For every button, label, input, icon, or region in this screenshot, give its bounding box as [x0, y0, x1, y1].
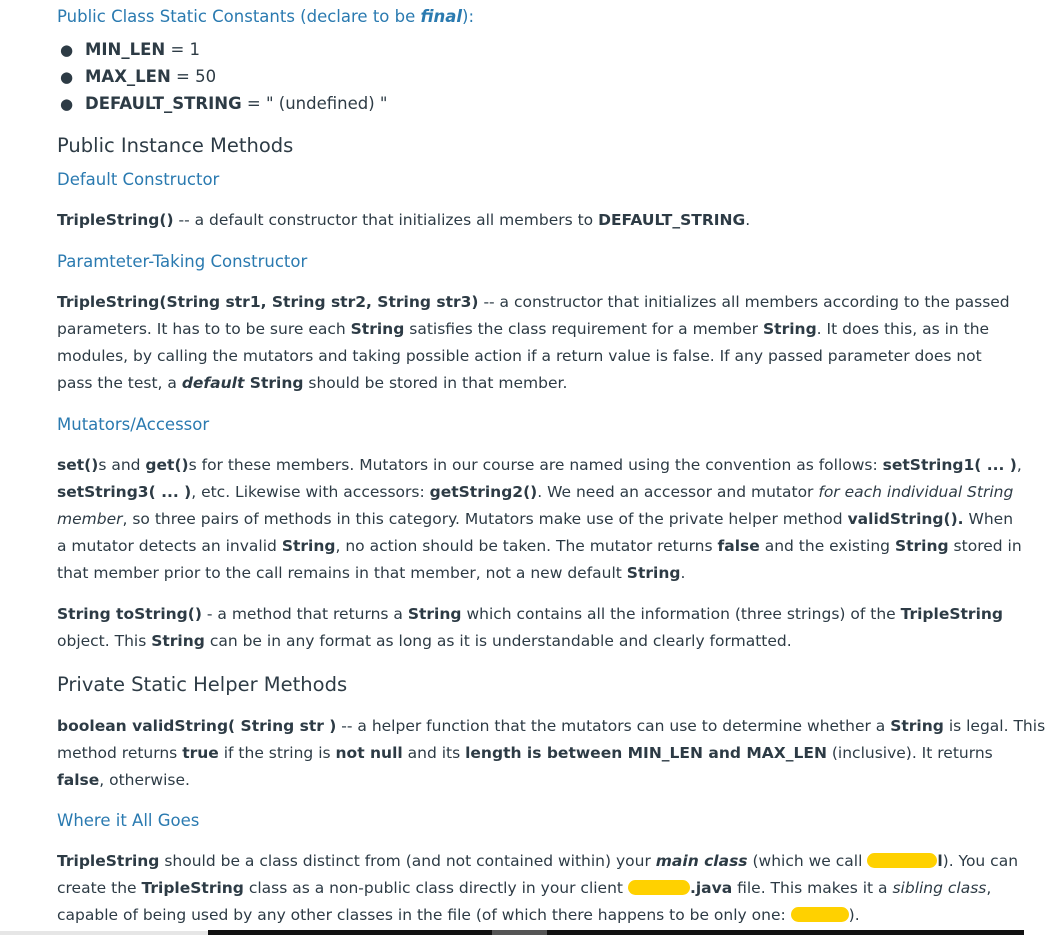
constant-name: DEFAULT_STRING: [85, 94, 242, 113]
tostring-text: which contains all the information (three strings) of the: [461, 605, 901, 623]
triplestring-keyword: TripleString: [141, 879, 244, 897]
mutators-italic-text: for each individual String: [818, 483, 1014, 501]
default-constructor-heading: Default Constructor: [57, 170, 220, 189]
string-keyword: String: [763, 320, 817, 338]
validstring-text: -- a helper function that the mutators can use to determine whether a: [336, 717, 891, 735]
not-null-keyword: not null: [335, 744, 403, 762]
where-paragraph: [57, 848, 1023, 929]
validstring-text: method returns: [57, 744, 183, 762]
param-constructor-heading: Paramteter-Taking Constructor: [57, 252, 308, 271]
private-methods-heading: Private Static Helper Methods: [57, 673, 348, 696]
mutators-text: ,: [1016, 456, 1022, 474]
setstring1-keyword: setString1( ... ): [882, 456, 1017, 474]
bullet-icon: ●: [60, 95, 74, 113]
default-ctor-end: .: [745, 211, 751, 229]
param-ctor-text: pass the test, a: [57, 374, 182, 392]
where-text: ).: [848, 906, 860, 924]
default-constructor-paragraph: [57, 207, 1023, 234]
java-file-keyword: .java: [689, 879, 733, 897]
redaction-mark: [628, 880, 690, 895]
validstring-text: , otherwise.: [99, 771, 190, 789]
list-item: [57, 64, 388, 91]
string-keyword: String: [894, 537, 949, 555]
param-ctor-text: . It does this, as in the: [816, 320, 990, 338]
string-keyword: String: [407, 605, 462, 623]
where-text: l: [937, 852, 943, 870]
mutators-text: s and: [98, 456, 146, 474]
mutators-text: , no action should be taken. The mutator returns: [335, 537, 718, 555]
where-text: should be a class distinct from (and not contained within) your: [159, 852, 656, 870]
tostring-paragraph: [57, 601, 1023, 655]
mutators-text: , etc. Likewise with accessors:: [191, 483, 430, 501]
constant-name: MIN_LEN: [85, 40, 166, 59]
tostring-text: can be in any format as long as it is understandable and clearly formatted.: [204, 632, 792, 650]
mutators-text: . We need an accessor and mutator: [537, 483, 819, 501]
constant-value: = " (undefined) ": [241, 94, 388, 113]
list-item: [57, 91, 388, 118]
redaction-mark: [867, 853, 937, 868]
mutators-text: .: [680, 564, 686, 582]
constant-name: MAX_LEN: [85, 67, 171, 86]
constant-value: = 1: [165, 40, 201, 59]
redaction-mark: [791, 907, 849, 922]
mutators-text: , so three pairs of methods in this category. Mutators make use of the private helper method: [122, 510, 848, 528]
default-ctor-signature: TripleString(): [57, 211, 174, 229]
validstring-text: is legal. This: [943, 717, 1045, 735]
triplestring-keyword: TripleString: [900, 605, 1004, 623]
where-text: ,: [986, 879, 992, 897]
scrollbar-thumb[interactable]: [492, 930, 547, 935]
constants-heading: [57, 7, 474, 26]
bullet-icon: ●: [60, 41, 74, 59]
string-keyword: String: [890, 717, 944, 735]
param-ctor-text: satisfies the class requirement for a member: [404, 320, 763, 338]
constants-heading-suffix: ):: [462, 7, 475, 26]
setstring3-keyword: setString3( ... ): [57, 483, 192, 501]
validstring-text: (inclusive). It returns: [826, 744, 993, 762]
validstring-keyword: validString().: [847, 510, 964, 528]
default-keyword: default: [181, 374, 245, 392]
where-text: ). You can: [942, 852, 1019, 870]
param-ctor-text: -- a constructor that initializes all members according to the passed: [478, 293, 1010, 311]
param-ctor-signature: TripleString(String str1, String str2, String str3): [57, 293, 479, 311]
param-constructor-paragraph: [57, 289, 1023, 397]
mutators-text: that member prior to the call remains in that member, not a new default: [57, 564, 627, 582]
sibling-class-text: sibling class: [892, 879, 987, 897]
tostring-signature: String toString(): [57, 605, 202, 623]
true-keyword: true: [182, 744, 219, 762]
get-keyword: get(): [145, 456, 189, 474]
mutators-heading: Mutators/Accessor: [57, 415, 210, 434]
where-text: file. This makes it a: [732, 879, 893, 897]
string-keyword: String: [151, 632, 205, 650]
list-item: [57, 37, 388, 64]
scrollbar-track-left: [0, 931, 208, 935]
where-text: class as a non-public class directly in your client: [243, 879, 628, 897]
validstring-paragraph: [57, 713, 1045, 794]
mutators-text: and the existing: [759, 537, 895, 555]
string-keyword: String: [626, 564, 681, 582]
mutators-text: stored in: [948, 537, 1022, 555]
horizontal-scrollbar[interactable]: [208, 930, 1024, 935]
tostring-text: - a method that returns a: [201, 605, 408, 623]
instance-methods-heading: Public Instance Methods: [57, 134, 294, 157]
mutators-text: When: [963, 510, 1014, 528]
constants-heading-text: Public Class Static Constants (declare to be: [57, 7, 421, 26]
param-ctor-text: parameters. It has to to be sure each: [57, 320, 351, 338]
constant-value: = 50: [170, 67, 217, 86]
mutators-text: a mutator detects an invalid: [57, 537, 282, 555]
mutators-italic-text: member: [57, 510, 123, 528]
getstring2-keyword: getString2(): [429, 483, 538, 501]
param-ctor-text: modules, by calling the mutators and taking possible action if a return value is false. If any passed parameter does not: [57, 347, 982, 365]
default-string-const: DEFAULT_STRING: [598, 211, 746, 229]
string-keyword: String: [281, 537, 336, 555]
false-keyword: false: [57, 771, 100, 789]
length-rule-keyword: length is between MIN_LEN and MAX_LEN: [465, 744, 827, 762]
bullet-icon: ●: [60, 68, 74, 86]
final-keyword: final: [420, 7, 463, 26]
triplestring-keyword: TripleString: [57, 852, 160, 870]
mutators-text: s for these members. Mutators in our course are named using the convention as follows:: [188, 456, 883, 474]
validstring-signature: boolean validString( String str ): [57, 717, 337, 735]
where-text: create the: [57, 879, 142, 897]
where-it-all-goes-heading: Where it All Goes: [57, 811, 200, 830]
string-keyword: String: [244, 374, 304, 392]
set-keyword: set(): [57, 456, 99, 474]
default-ctor-text: -- a default constructor that initializes all members to: [173, 211, 599, 229]
where-text: capable of being used by any other classes in the file (of which there happens to be only one:: [57, 906, 791, 924]
tostring-text: object. This: [57, 632, 152, 650]
constants-list: [57, 37, 388, 118]
mutators-paragraph: [57, 452, 1023, 587]
main-class-keyword: main class: [655, 852, 748, 870]
param-ctor-text: should be stored in that member.: [303, 374, 568, 392]
validstring-text: if the string is: [218, 744, 336, 762]
validstring-text: and its: [402, 744, 466, 762]
false-keyword: false: [717, 537, 760, 555]
where-text: (which we call: [747, 852, 868, 870]
string-keyword: String: [350, 320, 405, 338]
